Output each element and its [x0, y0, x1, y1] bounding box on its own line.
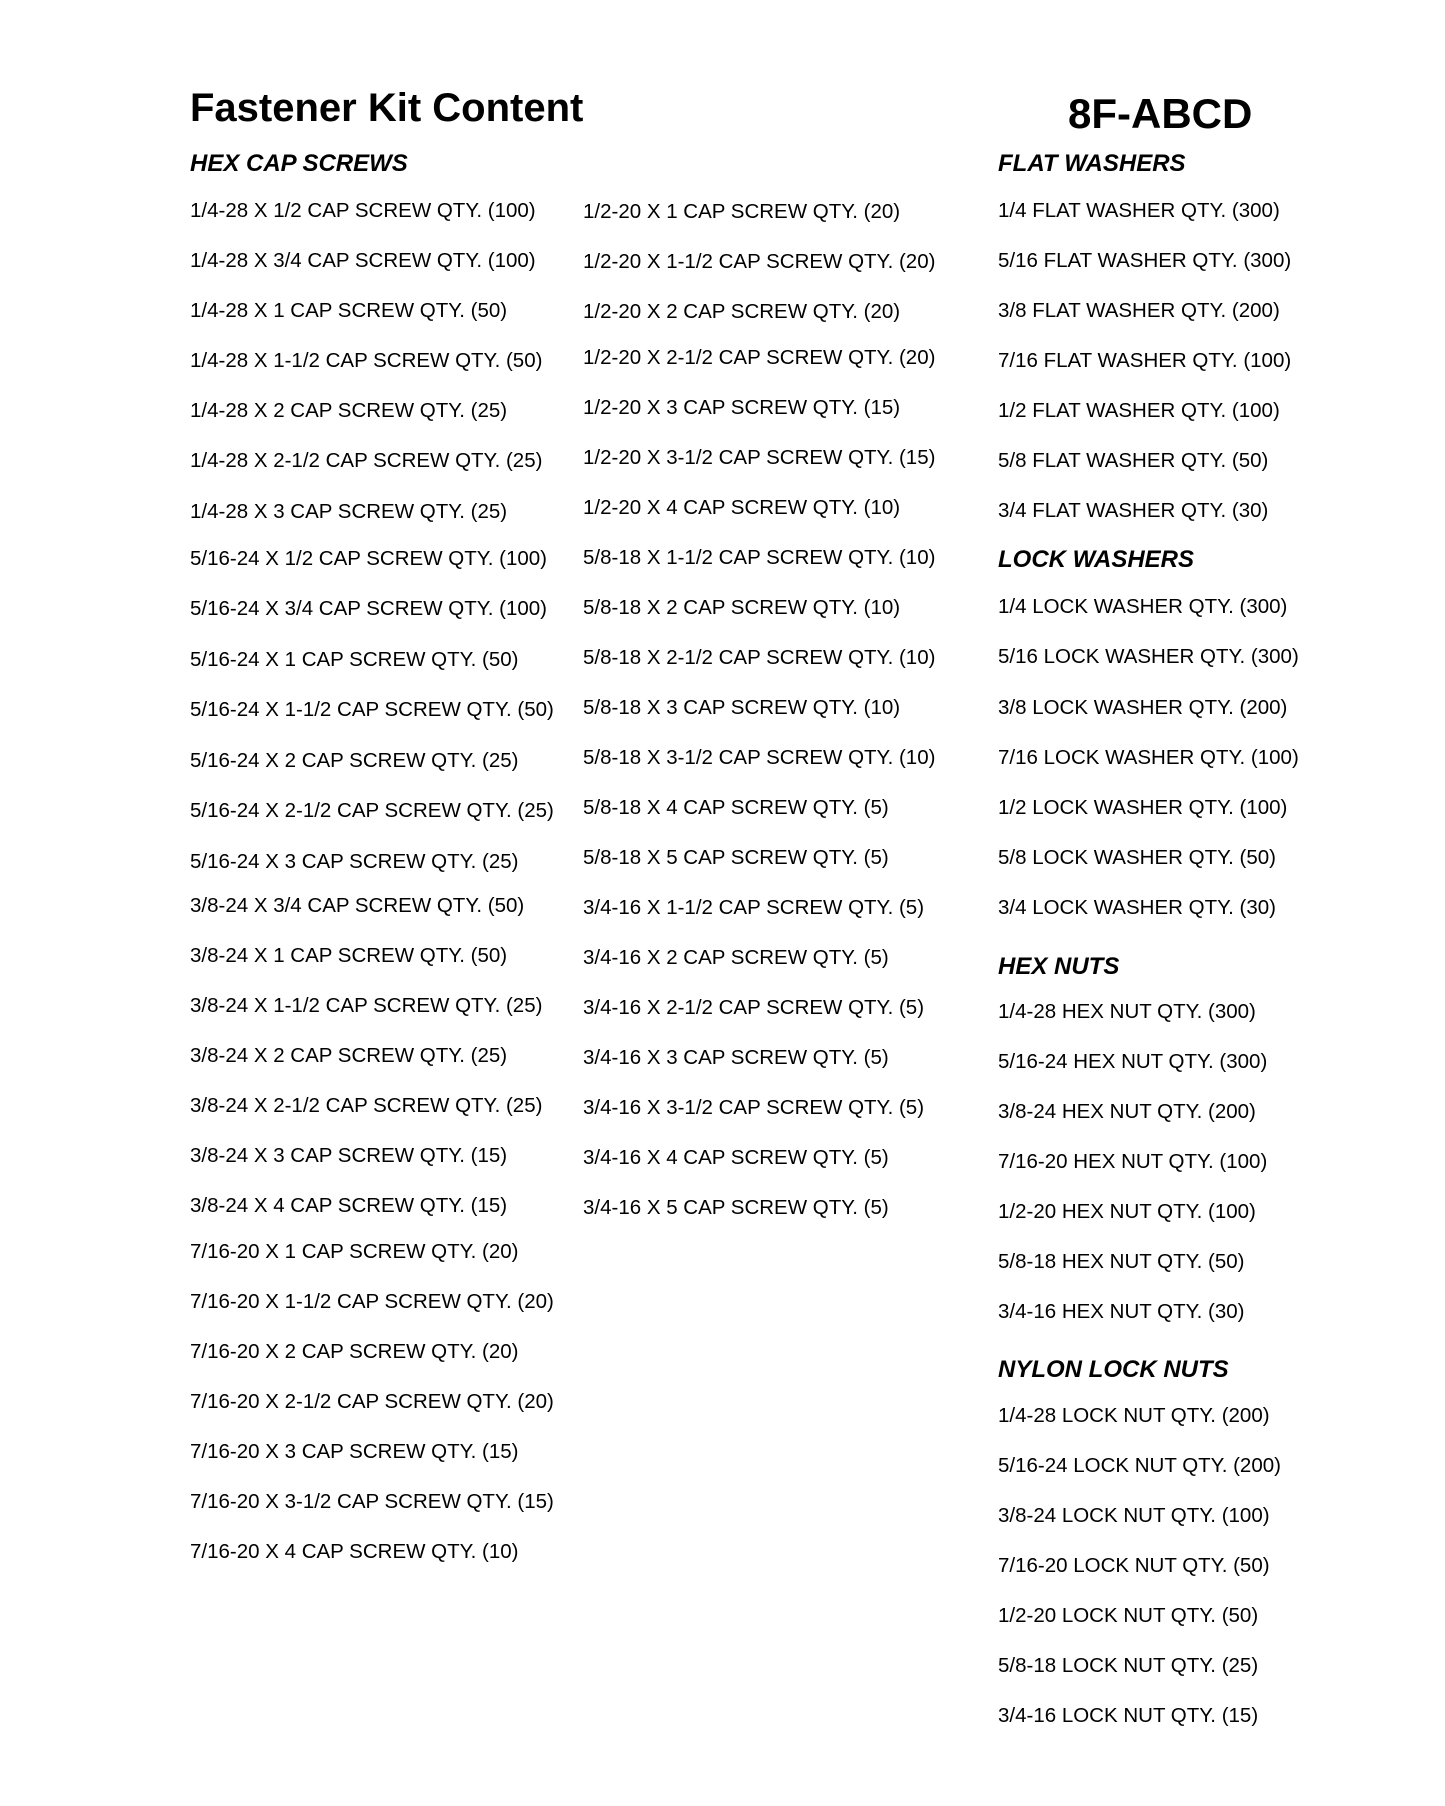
list-item: 3/8 LOCK WASHER QTY. (200) — [998, 696, 1288, 719]
list-item: 1/2 FLAT WASHER QTY. (100) — [998, 399, 1280, 422]
list-item: 5/16 LOCK WASHER QTY. (300) — [998, 645, 1299, 668]
list-item: 1/2-20 X 2 CAP SCREW QTY. (20) — [583, 300, 901, 323]
list-item: 3/8 FLAT WASHER QTY. (200) — [998, 299, 1280, 322]
list-item: 5/16 FLAT WASHER QTY. (300) — [998, 249, 1292, 272]
list-item: 3/4-16 X 2 CAP SCREW QTY. (5) — [583, 946, 889, 969]
list-item: 5/8-18 X 4 CAP SCREW QTY. (5) — [583, 796, 889, 819]
list-item: 5/16-24 X 3/4 CAP SCREW QTY. (100) — [190, 597, 548, 620]
list-item: 3/4-16 LOCK NUT QTY. (15) — [998, 1704, 1259, 1727]
list-item: 3/8-24 X 1-1/2 CAP SCREW QTY. (25) — [190, 994, 543, 1017]
list-item: 3/4-16 X 5 CAP SCREW QTY. (5) — [583, 1196, 889, 1219]
list-item: 3/4-16 X 4 CAP SCREW QTY. (5) — [583, 1146, 889, 1169]
section-heading-hex-nuts: HEX NUTS — [998, 953, 1120, 980]
list-item: 7/16-20 X 3 CAP SCREW QTY. (15) — [190, 1440, 519, 1463]
list-item: 5/16-24 X 3 CAP SCREW QTY. (25) — [190, 850, 519, 873]
list-item: 3/4-16 X 1-1/2 CAP SCREW QTY. (5) — [583, 896, 925, 919]
list-item: 1/2-20 X 1 CAP SCREW QTY. (20) — [583, 200, 901, 223]
list-item: 5/16-24 LOCK NUT QTY. (200) — [998, 1454, 1281, 1477]
list-item: 1/4-28 X 1/2 CAP SCREW QTY. (100) — [190, 199, 536, 222]
list-item: 3/8-24 HEX NUT QTY. (200) — [998, 1100, 1256, 1123]
list-item: 3/4-16 HEX NUT QTY. (30) — [998, 1300, 1245, 1323]
page-title: Fastener Kit Content — [190, 86, 584, 130]
list-item: 5/8-18 LOCK NUT QTY. (25) — [998, 1654, 1259, 1677]
list-item: 7/16-20 HEX NUT QTY. (100) — [998, 1150, 1268, 1173]
list-item: 1/2-20 X 1-1/2 CAP SCREW QTY. (20) — [583, 250, 936, 273]
list-item: 5/8-18 X 1-1/2 CAP SCREW QTY. (10) — [583, 546, 936, 569]
list-item: 7/16-20 X 1 CAP SCREW QTY. (20) — [190, 1240, 519, 1263]
list-item: 1/4-28 X 2 CAP SCREW QTY. (25) — [190, 399, 508, 422]
list-item: 1/2-20 X 2-1/2 CAP SCREW QTY. (20) — [583, 346, 936, 369]
list-item: 5/8-18 X 5 CAP SCREW QTY. (5) — [583, 846, 889, 869]
list-item: 5/8-18 X 3 CAP SCREW QTY. (10) — [583, 696, 901, 719]
list-item: 3/8-24 X 3/4 CAP SCREW QTY. (50) — [190, 894, 525, 917]
list-item: 3/4-16 X 3 CAP SCREW QTY. (5) — [583, 1046, 889, 1069]
list-item: 1/2-20 HEX NUT QTY. (100) — [998, 1200, 1256, 1223]
list-item: 1/4-28 X 3 CAP SCREW QTY. (25) — [190, 500, 508, 523]
list-item: 7/16-20 X 3-1/2 CAP SCREW QTY. (15) — [190, 1490, 554, 1513]
list-item: 5/8-18 HEX NUT QTY. (50) — [998, 1250, 1245, 1273]
kit-code: 8F-ABCD — [1068, 90, 1253, 137]
list-item: 5/16-24 X 1-1/2 CAP SCREW QTY. (50) — [190, 698, 554, 721]
list-item: 1/4-28 X 1-1/2 CAP SCREW QTY. (50) — [190, 349, 543, 372]
list-item: 3/4-16 X 2-1/2 CAP SCREW QTY. (5) — [583, 996, 925, 1019]
list-item: 5/16-24 X 1/2 CAP SCREW QTY. (100) — [190, 547, 548, 570]
list-item: 1/2 LOCK WASHER QTY. (100) — [998, 796, 1288, 819]
list-item: 1/2-20 X 3-1/2 CAP SCREW QTY. (15) — [583, 446, 936, 469]
list-item: 1/4-28 LOCK NUT QTY. (200) — [998, 1404, 1270, 1427]
list-item: 5/16-24 X 1 CAP SCREW QTY. (50) — [190, 648, 519, 671]
list-item: 1/4-28 HEX NUT QTY. (300) — [998, 1000, 1256, 1023]
list-item: 3/8-24 X 4 CAP SCREW QTY. (15) — [190, 1194, 508, 1217]
list-item: 3/4 FLAT WASHER QTY. (30) — [998, 499, 1269, 522]
list-item: 3/8-24 LOCK NUT QTY. (100) — [998, 1504, 1270, 1527]
list-item: 7/16-20 X 2 CAP SCREW QTY. (20) — [190, 1340, 519, 1363]
list-item: 3/4-16 X 3-1/2 CAP SCREW QTY. (5) — [583, 1096, 925, 1119]
list-item: 5/16-24 HEX NUT QTY. (300) — [998, 1050, 1268, 1073]
list-item: 3/4 LOCK WASHER QTY. (30) — [998, 896, 1276, 919]
list-item: 5/16-24 X 2-1/2 CAP SCREW QTY. (25) — [190, 799, 554, 822]
list-item: 5/16-24 X 2 CAP SCREW QTY. (25) — [190, 749, 519, 772]
list-item: 1/2-20 X 4 CAP SCREW QTY. (10) — [583, 496, 901, 519]
section-heading-hex-cap-screws: HEX CAP SCREWS — [190, 150, 408, 177]
list-item: 3/8-24 X 2 CAP SCREW QTY. (25) — [190, 1044, 508, 1067]
list-item: 7/16-20 X 4 CAP SCREW QTY. (10) — [190, 1540, 519, 1563]
list-item: 7/16 LOCK WASHER QTY. (100) — [998, 746, 1299, 769]
list-item: 7/16-20 X 2-1/2 CAP SCREW QTY. (20) — [190, 1390, 554, 1413]
list-item: 7/16-20 LOCK NUT QTY. (50) — [998, 1554, 1270, 1577]
list-item: 5/8-18 X 2-1/2 CAP SCREW QTY. (10) — [583, 646, 936, 669]
section-heading-lock-washers: LOCK WASHERS — [998, 546, 1195, 573]
section-heading-flat-washers: FLAT WASHERS — [998, 150, 1186, 177]
list-item: 1/4-28 X 1 CAP SCREW QTY. (50) — [190, 299, 508, 322]
list-item: 1/4 FLAT WASHER QTY. (300) — [998, 199, 1280, 222]
list-item: 3/8-24 X 2-1/2 CAP SCREW QTY. (25) — [190, 1094, 543, 1117]
list-item: 5/8 FLAT WASHER QTY. (50) — [998, 449, 1269, 472]
list-item: 1/2-20 X 3 CAP SCREW QTY. (15) — [583, 396, 901, 419]
list-item: 1/4 LOCK WASHER QTY. (300) — [998, 595, 1288, 618]
list-item: 7/16-20 X 1-1/2 CAP SCREW QTY. (20) — [190, 1290, 554, 1313]
list-item: 5/8-18 X 2 CAP SCREW QTY. (10) — [583, 596, 901, 619]
list-item: 5/8 LOCK WASHER QTY. (50) — [998, 846, 1276, 869]
list-item: 1/4-28 X 3/4 CAP SCREW QTY. (100) — [190, 249, 536, 272]
list-item: 3/8-24 X 1 CAP SCREW QTY. (50) — [190, 944, 508, 967]
list-item: 1/2-20 LOCK NUT QTY. (50) — [998, 1604, 1259, 1627]
section-heading-nylon-lock-nuts: NYLON LOCK NUTS — [998, 1356, 1229, 1383]
list-item: 3/8-24 X 3 CAP SCREW QTY. (15) — [190, 1144, 508, 1167]
list-item: 7/16 FLAT WASHER QTY. (100) — [998, 349, 1292, 372]
list-item: 1/4-28 X 2-1/2 CAP SCREW QTY. (25) — [190, 449, 543, 472]
list-item: 5/8-18 X 3-1/2 CAP SCREW QTY. (10) — [583, 746, 936, 769]
